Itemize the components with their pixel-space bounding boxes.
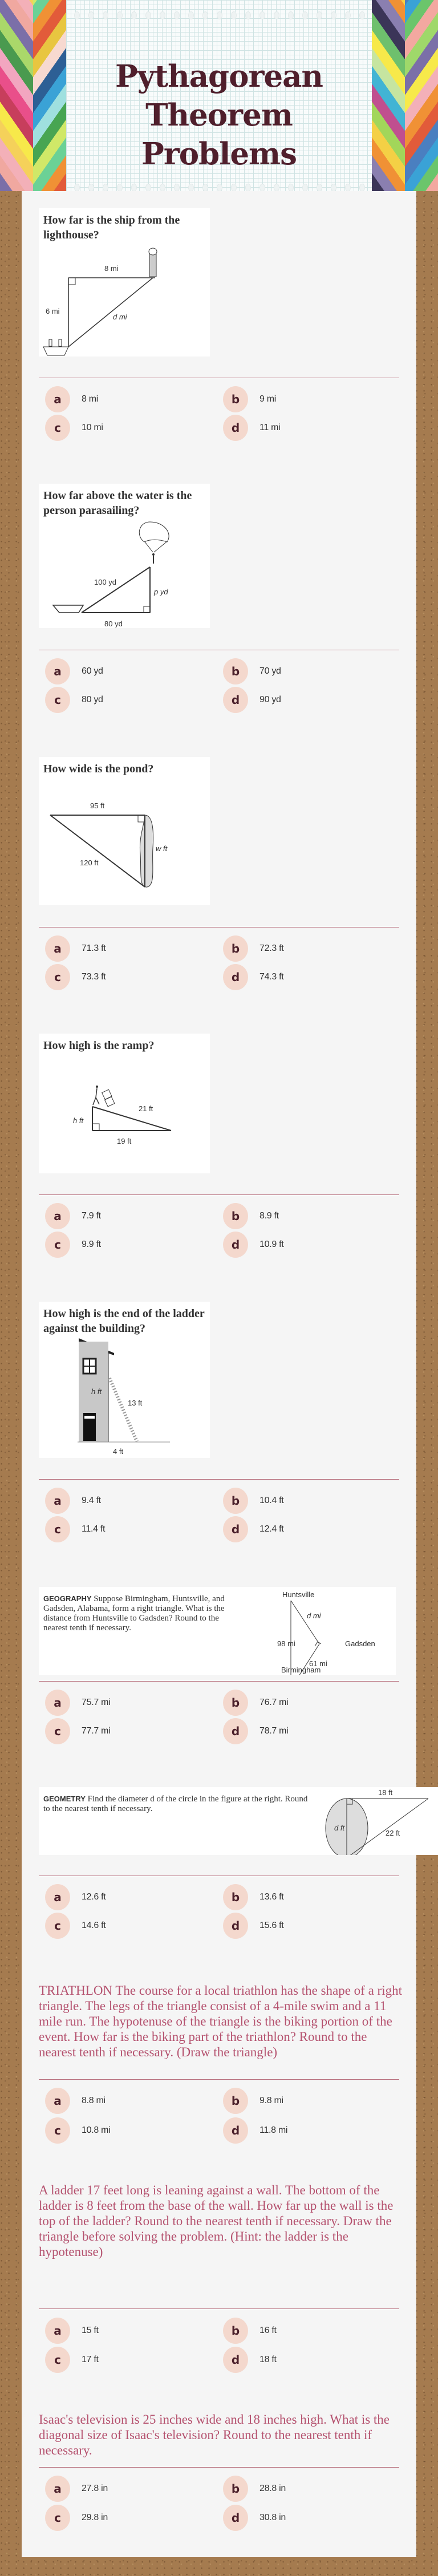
answer-letter-badge: b bbox=[223, 1488, 248, 1514]
answer-letter-badge: d bbox=[223, 964, 248, 990]
label-adjacent: 80 yd bbox=[104, 619, 123, 627]
answer-option-d[interactable] bbox=[223, 2505, 286, 2531]
answer-letter-badge: b bbox=[223, 1884, 248, 1910]
label-hypotenuse: 13 ft bbox=[128, 1399, 143, 1407]
question-divider bbox=[39, 2467, 399, 2468]
answer-letter-badge: d bbox=[223, 415, 248, 441]
label-opposite: h ft bbox=[73, 1116, 84, 1125]
label-opposite: w ft bbox=[156, 844, 168, 853]
chevron-pattern-left bbox=[33, 0, 66, 191]
ramp-diagram bbox=[39, 1056, 210, 1170]
answer-option-c[interactable] bbox=[45, 1913, 106, 1939]
answer-letter-badge: b bbox=[223, 2088, 248, 2114]
question-text-ladder: A ladder 17 feet long is leaning against a wall. The bottom of the ladder is 8 feet from the base of the wall. How far up the wall is the top of the ladder? Round to the nearest tenth if necessary. Draw the triangle before solving the problem. (Hint: the ladder is the hypotenuse) bbox=[39, 2183, 394, 2259]
answer-text: 75.7 mi bbox=[82, 1698, 111, 1707]
question-figure-lighthouse bbox=[39, 208, 210, 357]
label-adjacent: 95 ft bbox=[90, 801, 105, 810]
answer-option-a[interactable] bbox=[45, 2318, 99, 2344]
answer-letter-badge: a bbox=[45, 935, 70, 962]
answer-letter-badge: d bbox=[223, 1516, 248, 1542]
question-text: How far above the water is the person parasailing? bbox=[43, 489, 192, 517]
pond-diagram bbox=[39, 780, 210, 905]
answer-text: 10.4 ft bbox=[259, 1496, 284, 1505]
question-figure-building bbox=[39, 1302, 210, 1458]
answer-text: 12.6 ft bbox=[82, 1892, 106, 1902]
label-adjacent: 19 ft bbox=[117, 1137, 132, 1145]
label-gadsden: Gadsden bbox=[345, 1639, 375, 1648]
answer-text: 71.3 ft bbox=[82, 943, 106, 953]
answer-option-b[interactable] bbox=[223, 2476, 286, 2502]
label-huntsville: Huntsville bbox=[282, 1590, 315, 1599]
answer-text: 9 mi bbox=[259, 394, 277, 404]
page-title bbox=[66, 57, 372, 173]
answer-letter-badge: d bbox=[223, 2505, 248, 2531]
label-hypotenuse: 21 ft bbox=[139, 1104, 153, 1113]
answer-option-b[interactable] bbox=[223, 1884, 283, 1910]
label-opposite: 6 mi bbox=[46, 307, 60, 315]
answer-text: 80 yd bbox=[82, 695, 103, 704]
answer-option-b[interactable] bbox=[223, 2318, 277, 2344]
answer-option-c[interactable] bbox=[45, 415, 103, 441]
answer-letter-badge: a bbox=[45, 1203, 70, 1229]
answer-letter-badge: d bbox=[223, 1718, 248, 1744]
answer-letter-badge: a bbox=[45, 2088, 70, 2114]
question-figure-geometry bbox=[39, 1787, 438, 1855]
answer-letter-badge: c bbox=[45, 1913, 70, 1939]
answer-text: 77.7 mi bbox=[82, 1726, 111, 1736]
header-banner bbox=[0, 0, 438, 191]
answer-option-d[interactable] bbox=[223, 1718, 288, 1744]
answer-text: 15.6 ft bbox=[259, 1921, 284, 1930]
question-divider bbox=[39, 1194, 399, 1195]
answer-text: 13.6 ft bbox=[259, 1892, 284, 1902]
answer-letter-badge: c bbox=[45, 2347, 70, 2373]
answer-text: 10.8 mi bbox=[82, 2125, 111, 2135]
answer-letter-badge: d bbox=[223, 2117, 248, 2144]
question-figure-ramp bbox=[39, 1034, 210, 1173]
answer-option-d[interactable] bbox=[223, 415, 280, 441]
answer-text: 60 yd bbox=[82, 666, 103, 676]
answer-letter-badge: a bbox=[45, 2476, 70, 2502]
answer-text: 72.3 ft bbox=[259, 943, 284, 953]
answer-text: 8.8 mi bbox=[82, 2096, 106, 2105]
answer-option-c[interactable] bbox=[45, 1232, 101, 1258]
answer-text: 11.4 ft bbox=[82, 1524, 106, 1534]
label-adjacent: 4 ft bbox=[113, 1447, 124, 1456]
answer-option-a[interactable] bbox=[45, 1884, 106, 1910]
answer-letter-badge: c bbox=[45, 2505, 70, 2531]
answer-letter-badge: a bbox=[45, 2318, 70, 2344]
question-figure-geography bbox=[39, 1587, 396, 1675]
question-body: Find the diameter d of the circle in the figure at the right. Round to the nearest tenth if necessary. bbox=[43, 1795, 308, 1813]
question-divider bbox=[39, 2308, 399, 2309]
answer-option-b[interactable] bbox=[223, 2088, 283, 2114]
answer-text: 29.8 in bbox=[82, 2513, 108, 2522]
question-text: How high is the end of the ladder against the building? bbox=[43, 1307, 205, 1335]
answer-text: 16 ft bbox=[259, 2326, 277, 2335]
parasail-diagram bbox=[39, 519, 210, 627]
answer-text: 10.9 ft bbox=[259, 1240, 284, 1249]
answer-text: 9.8 mi bbox=[259, 2096, 283, 2105]
answer-letter-badge: c bbox=[45, 2117, 70, 2144]
answer-letter-badge: c bbox=[45, 1718, 70, 1744]
label-leg-98: 98 mi bbox=[277, 1639, 295, 1648]
paper-holes-bottom bbox=[74, 184, 365, 191]
label-hypotenuse: 100 yd bbox=[94, 578, 117, 586]
answer-text: 12.4 ft bbox=[259, 1524, 284, 1534]
answer-letter-badge: b bbox=[223, 1690, 248, 1716]
answer-option-a[interactable] bbox=[45, 935, 106, 962]
answer-letter-badge: a bbox=[45, 658, 70, 684]
answer-text: 7.9 ft bbox=[82, 1211, 101, 1221]
label-adjacent: 18 ft bbox=[378, 1788, 393, 1797]
question-text: How far is the ship from the lighthouse? bbox=[43, 214, 180, 241]
title-line: Pythagorean bbox=[115, 59, 323, 94]
answer-letter-badge: c bbox=[45, 1232, 70, 1258]
answer-option-b[interactable] bbox=[223, 935, 283, 962]
answer-text: 28.8 in bbox=[259, 2484, 286, 2493]
answer-text: 17 ft bbox=[82, 2355, 99, 2364]
answer-option-d[interactable] bbox=[223, 2117, 287, 2144]
lighthouse-diagram bbox=[39, 242, 210, 357]
question-figure-pond bbox=[39, 757, 210, 905]
answer-option-a[interactable] bbox=[45, 1203, 101, 1229]
answer-letter-badge: d bbox=[223, 1913, 248, 1939]
answer-option-c[interactable] bbox=[45, 2117, 110, 2144]
answer-letter-badge: d bbox=[223, 687, 248, 713]
chevron-pattern-left bbox=[0, 0, 33, 191]
answer-option-b[interactable] bbox=[223, 386, 276, 412]
answer-text: 11 mi bbox=[259, 423, 281, 432]
answer-letter-badge: a bbox=[45, 1488, 70, 1514]
answer-option-a[interactable] bbox=[45, 1488, 101, 1514]
answer-letter-badge: a bbox=[45, 1884, 70, 1910]
answer-option-d[interactable] bbox=[223, 1232, 283, 1258]
answer-text: 9.4 ft bbox=[82, 1496, 101, 1505]
answer-letter-badge: a bbox=[45, 386, 70, 412]
answer-option-b[interactable] bbox=[223, 1203, 279, 1229]
answer-option-b[interactable] bbox=[223, 658, 281, 684]
answer-letter-badge: b bbox=[223, 2476, 248, 2502]
answer-text: 73.3 ft bbox=[82, 972, 106, 982]
building-diagram bbox=[39, 1337, 210, 1457]
answer-text: 14.6 ft bbox=[82, 1921, 106, 1930]
label-opposite: p yd bbox=[154, 588, 168, 596]
question-divider bbox=[39, 1479, 399, 1480]
label-hypotenuse: 22 ft bbox=[386, 1829, 400, 1837]
answer-text: 78.7 mi bbox=[259, 1726, 289, 1736]
label-adjacent: 8 mi bbox=[104, 264, 119, 273]
title-line: Theorem Problems bbox=[141, 98, 297, 172]
answer-letter-badge: c bbox=[45, 964, 70, 990]
chevron-pattern-right bbox=[372, 0, 405, 191]
answer-letter-badge: c bbox=[45, 1516, 70, 1542]
answer-text: 27.8 in bbox=[82, 2484, 108, 2493]
question-divider bbox=[39, 1681, 399, 1682]
answer-text: 74.3 ft bbox=[259, 972, 284, 982]
answer-text: 11.8 mi bbox=[259, 2125, 288, 2135]
question-text-triathlon: TRIATHLON The course for a local triathlon has the shape of a right triangle. The legs of the triangle consist of a 4-mile swim and a 11 mile run. The hypotenuse of the triangle is the biking portion of the event. How far is the biking part of the triathlon? Round to the nearest tenth if necessary. (Draw the triangle) bbox=[39, 1983, 402, 2059]
answer-option-c[interactable] bbox=[45, 2505, 108, 2531]
label-hypotenuse: d mi bbox=[113, 313, 127, 321]
answer-text: 30.8 in bbox=[259, 2513, 286, 2522]
answer-text: 9.9 ft bbox=[82, 1240, 101, 1249]
alabama-triangle-diagram bbox=[39, 1587, 396, 1675]
question-text: How wide is the pond? bbox=[43, 763, 154, 775]
question-text-television: Isaac's television is 25 inches wide and 18 inches high. What is the diagonal size of Isaac's television? Round to the nearest tenth if necessary. bbox=[39, 2412, 390, 2457]
answer-text: 8.9 ft bbox=[259, 1211, 279, 1221]
answer-text: 70 yd bbox=[259, 666, 281, 676]
label-hypotenuse: 120 ft bbox=[80, 858, 99, 867]
answer-option-a[interactable] bbox=[45, 2088, 106, 2114]
answer-text: 8 mi bbox=[82, 394, 99, 404]
label-leg-61: 61 mi bbox=[309, 1659, 327, 1668]
answer-letter-badge: c bbox=[45, 687, 70, 713]
answer-letter-badge: b bbox=[223, 2318, 248, 2344]
label-birmingham: Birmingham bbox=[281, 1666, 321, 1674]
answer-option-d[interactable] bbox=[223, 687, 281, 713]
circle-diagram bbox=[39, 1787, 438, 1855]
label-diameter: d ft bbox=[334, 1824, 345, 1832]
answer-option-d[interactable] bbox=[223, 1516, 283, 1542]
answer-option-d[interactable] bbox=[223, 1913, 283, 1939]
answer-option-a[interactable] bbox=[45, 1690, 110, 1716]
label-opposite: h ft bbox=[91, 1387, 102, 1396]
question-tag: GEOMETRY bbox=[43, 1795, 86, 1803]
answer-option-c[interactable] bbox=[45, 1718, 110, 1744]
answer-option-a[interactable] bbox=[45, 2476, 108, 2502]
question-divider bbox=[39, 2079, 399, 2080]
answer-text: 76.7 mi bbox=[259, 1698, 289, 1707]
label-hypotenuse: d mi bbox=[307, 1611, 321, 1620]
answer-letter-badge: b bbox=[223, 658, 248, 684]
answer-text: 18 ft bbox=[259, 2355, 277, 2364]
answer-option-c[interactable] bbox=[45, 1516, 105, 1542]
answer-option-c[interactable] bbox=[45, 687, 103, 713]
answer-text: 10 mi bbox=[82, 423, 103, 432]
answer-option-a[interactable] bbox=[45, 658, 103, 684]
paper-holes-top bbox=[74, 11, 365, 19]
question-figure-parasail bbox=[39, 484, 210, 628]
answer-letter-badge: c bbox=[45, 415, 70, 441]
answer-option-c[interactable] bbox=[45, 2347, 99, 2373]
answer-text: 90 yd bbox=[259, 695, 281, 704]
answer-letter-badge: b bbox=[223, 386, 248, 412]
answer-option-b[interactable] bbox=[223, 1690, 288, 1716]
answer-letter-badge: b bbox=[223, 935, 248, 962]
answer-letter-badge: d bbox=[223, 1232, 248, 1258]
answer-option-c[interactable] bbox=[45, 964, 106, 990]
question-tag: GEOGRAPHY bbox=[43, 1594, 92, 1603]
answer-option-d[interactable] bbox=[223, 2347, 277, 2373]
answer-text: 15 ft bbox=[82, 2326, 99, 2335]
answer-option-d[interactable] bbox=[223, 964, 283, 990]
answer-letter-badge: a bbox=[45, 1690, 70, 1716]
answer-option-b[interactable] bbox=[223, 1488, 283, 1514]
question-body: Suppose Birmingham, Huntsville, and Gadsden, Alabama, form a right triangle. What is the distance from Huntsville to Gadsden? Round to the nearest tenth if necessary. bbox=[43, 1594, 225, 1633]
answer-letter-badge: b bbox=[223, 1203, 248, 1229]
answer-letter-badge: d bbox=[223, 2347, 248, 2373]
answer-option-a[interactable] bbox=[45, 386, 98, 412]
chevron-pattern-right bbox=[405, 0, 438, 191]
question-text: How high is the ramp? bbox=[43, 1039, 155, 1052]
